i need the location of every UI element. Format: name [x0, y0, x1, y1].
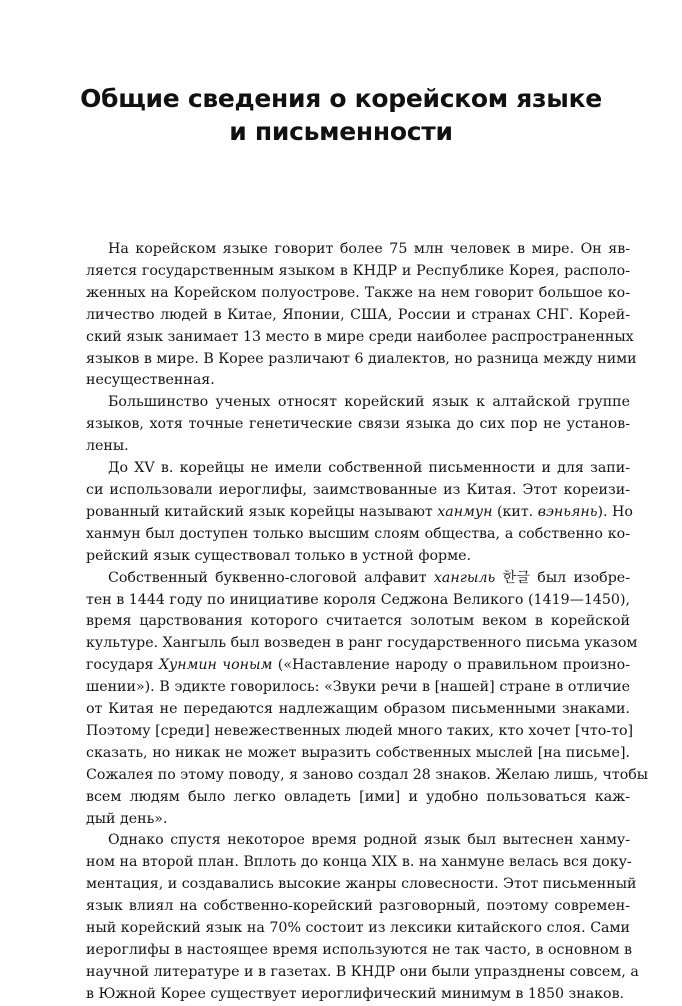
text-line: язык влиял на собственно-корейский разговорный, поэтому современ- — [86, 898, 630, 915]
text-line: от Китая не передаются надлежащим образом письменными знаками. — [86, 701, 630, 718]
page-title — [40, 82, 642, 148]
text-line: ном на второй план. Вплоть до конца XIX в. на ханмуне велась вся доку- — [86, 854, 632, 871]
body-text — [86, 239, 649, 1006]
italic-term: хангыль — [433, 569, 496, 586]
text-line: Большинство ученых относят корейский язык к алтайской группе — [108, 394, 630, 411]
text-segment: ). Но — [597, 503, 633, 520]
text-line: шении»). В эдикте говорилось: «Звуки речи в [нашей] стране в отличие — [86, 679, 630, 696]
text-line: ментация, и создавались высокие жанры словесности. Этот письменный — [86, 876, 637, 893]
text-line: ный корейский язык на 70% состоит из лексики китайского слоя. Сами — [86, 920, 630, 937]
text-line: несущественная. — [86, 372, 215, 389]
text-line: ский язык занимает 13 место в мире среди наиболее распространенных — [86, 328, 634, 345]
text-line: рейский язык существовал только в устной форме. — [86, 547, 472, 564]
text-line: ляется государственным языком в КНДР и Республике Корея, располо- — [86, 262, 630, 279]
text-line: тен в 1444 году по инициативе короля Седжона Великого (1419—1450), — [86, 591, 630, 608]
text-line: лены. — [86, 438, 129, 455]
text-segment: (кит. — [492, 503, 538, 520]
italic-term: ханмун — [437, 503, 493, 520]
text-line: языков, хотя точные генетические связи языка до сих пор не установ- — [86, 416, 630, 433]
text-line: культуре. Хангыль был возведен в ранг государственного письма указом — [86, 635, 638, 652]
text-line — [86, 568, 630, 590]
title-line-1: Общие сведения о корейском языке — [80, 84, 602, 113]
text-segment: рованный китайский язык корейцы называют — [86, 503, 438, 520]
text-line: всем людям было легко овладеть [ими] и удобно пользоваться каж- — [86, 788, 630, 805]
text-line: в Южной Корее существует иероглифический минимум в 1850 знаков. — [86, 985, 625, 1002]
text-line: дый день». — [86, 810, 168, 827]
text-line: время царствования которого считается золотым веком в корейской — [86, 613, 630, 630]
text-line: сказать, но никак не может выразить собственных мыслей [на письме]. — [86, 744, 630, 761]
italic-term: Хунмин чоным — [158, 657, 273, 674]
title-line-2: и письменности — [229, 117, 453, 146]
text-line: На корейском языке говорит более 75 млн человек в мире. Он яв- — [108, 241, 630, 257]
text-segment: 한글 был изобре- — [495, 569, 630, 586]
text-line: Поэтому [среди] невежественных людей много таких, кто хочет [что-то] — [86, 722, 634, 739]
text-line: научной литературе и в газетах. В КНДР они были упразднены совсем, а — [86, 963, 639, 980]
text-line: ханмун был доступен только высшим слоям общества, а собственно ко- — [86, 525, 630, 542]
text-line — [86, 655, 630, 677]
text-segment: («Наставление народу о правильном произно- — [272, 657, 630, 674]
text-line: До XV в. корейцы не имели собственной письменности и для запи- — [108, 460, 630, 477]
text-segment: Собственный буквенно-слоговой алфавит — [108, 569, 434, 586]
text-line: женных на Корейском полуострове. Также на нем говорит большое ко- — [86, 284, 630, 301]
text-line — [86, 502, 633, 524]
text-line: Сожалея по этому поводу, я заново создал 28 знаков. Желаю лишь, чтобы — [86, 766, 649, 783]
text-segment: государя — [86, 657, 159, 674]
text-line: иероглифы в настоящее время используются не так часто, в основном в — [86, 942, 633, 958]
text-line: личество людей в Китае, Японии, США, России и странах СНГ. Корей- — [86, 306, 630, 323]
italic-term: вэньянь — [537, 503, 598, 520]
text-line: си использовали иероглифы, заимствованные из Китая. Этот кореизи- — [86, 481, 630, 498]
text-line: языков в мире. В Корее различают 6 диалектов, но разница между ними — [86, 350, 637, 367]
text-line: Однако спустя некоторое время родной язык был вытеснен ханму- — [108, 832, 630, 849]
